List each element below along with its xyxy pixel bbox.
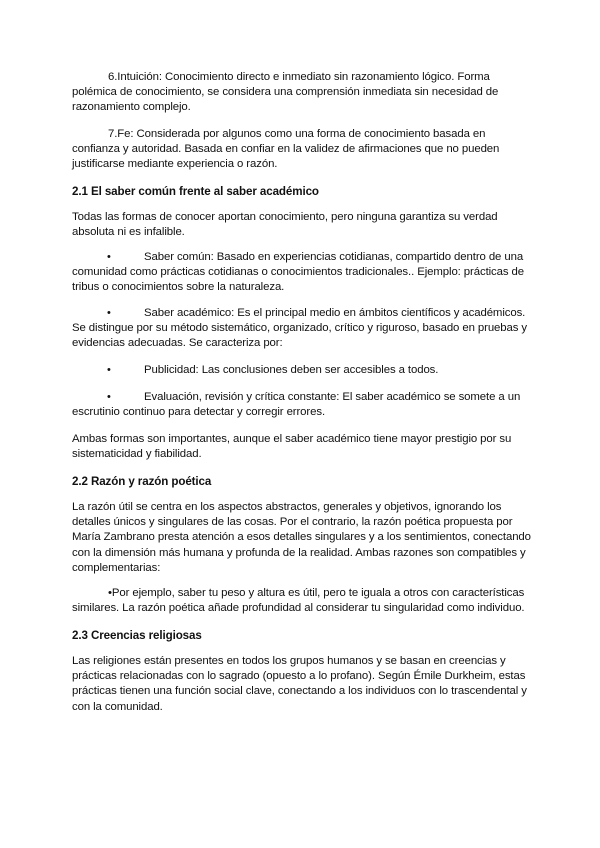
paragraph-religiones: Las religiones están presentes en todos los grupos humanos y se basan en creencias y prácticas relacionadas con lo sagrado (opuesto a lo profano). Según Émile Durkheim, estas prácticas tienen una función social clave, conectando a los individuos con lo trascendental y con la comunidad. (72, 655, 527, 713)
paragraph-todas-formas: Todas las formas de conocer aportan conocimiento, pero ninguna garantiza su verdad absoluta ni es infalible. (72, 211, 498, 239)
bullet-text: Evaluación, revisión y crítica constante: El saber académico se somete a un escrutinio continuo para detectar y corregir errores. (72, 391, 521, 419)
bullet-saber-academico (72, 306, 532, 352)
bullet-publicidad (72, 363, 532, 378)
paragraph-razon-util: La razón útil se centra en los aspectos abstractos, generales y objetivos, ignorando los detalles únicos y singulares de las cosas. Por el contrario, la razón poética propuesta por María Zambrano presta atención a esos detalles singulares y a los sentimientos, conectando con la dimensión más humana y profunda de la realidad. Ambas razones son compatibles y complementarias: (72, 501, 531, 574)
bullet-icon: • (107, 307, 111, 319)
bullet-saber-comun (72, 250, 532, 296)
paragraph-ejemplo: •Por ejemplo, saber tu peso y altura es útil, pero te iguala a otros con características similares. La razón poética añade profundidad al considerar tu singularidad como individuo. (72, 587, 525, 615)
paragraph-intuicion: 6.Intuición: Conocimiento directo e inmediato sin razonamiento lógico. Forma polémica de conocimiento, se considera una comprensión inmediata sin necesidad de razonamiento complejo. (72, 71, 499, 114)
bullet-icon: • (107, 391, 111, 403)
heading-saber-comun: 2.1 El saber común frente al saber académico (72, 185, 319, 198)
bullet-text: Saber común: Basado en experiencias cotidianas, compartido dentro de una comunidad como prácticas cotidianas o conocimientos tradicionales.. Ejemplo: prácticas de tribus o conocimientos sobre la naturaleza. (72, 251, 525, 294)
bullet-text: Saber académico: Es el principal medio en ámbitos científicos y académicos. Se distingue por su método sistemático, organizado, crítico y riguroso, basado en pruebas y evidencias adecuadas. Se caracteriza por: (72, 307, 528, 350)
heading-creencias-religiosas: 2.3 Creencias religiosas (72, 629, 202, 642)
paragraph-fe: 7.Fe: Considerada por algunos como una forma de conocimiento basada en confianza y autoridad. Basada en confiar en la validez de afirmaciones que no pueden justificarse mediante experiencia o razón. (72, 128, 500, 171)
bullet-text: Publicidad: Las conclusiones deben ser accesibles a todos. (144, 364, 439, 376)
bullet-evaluacion (72, 390, 532, 420)
bullet-icon: • (107, 364, 111, 376)
heading-razon-poetica: 2.2 Razón y razón poética (72, 475, 212, 488)
bullet-icon: • (107, 251, 111, 263)
paragraph-ambas-formas: Ambas formas son importantes, aunque el saber académico tiene mayor prestigio por su sistematicidad y fiabilidad. (72, 433, 512, 461)
